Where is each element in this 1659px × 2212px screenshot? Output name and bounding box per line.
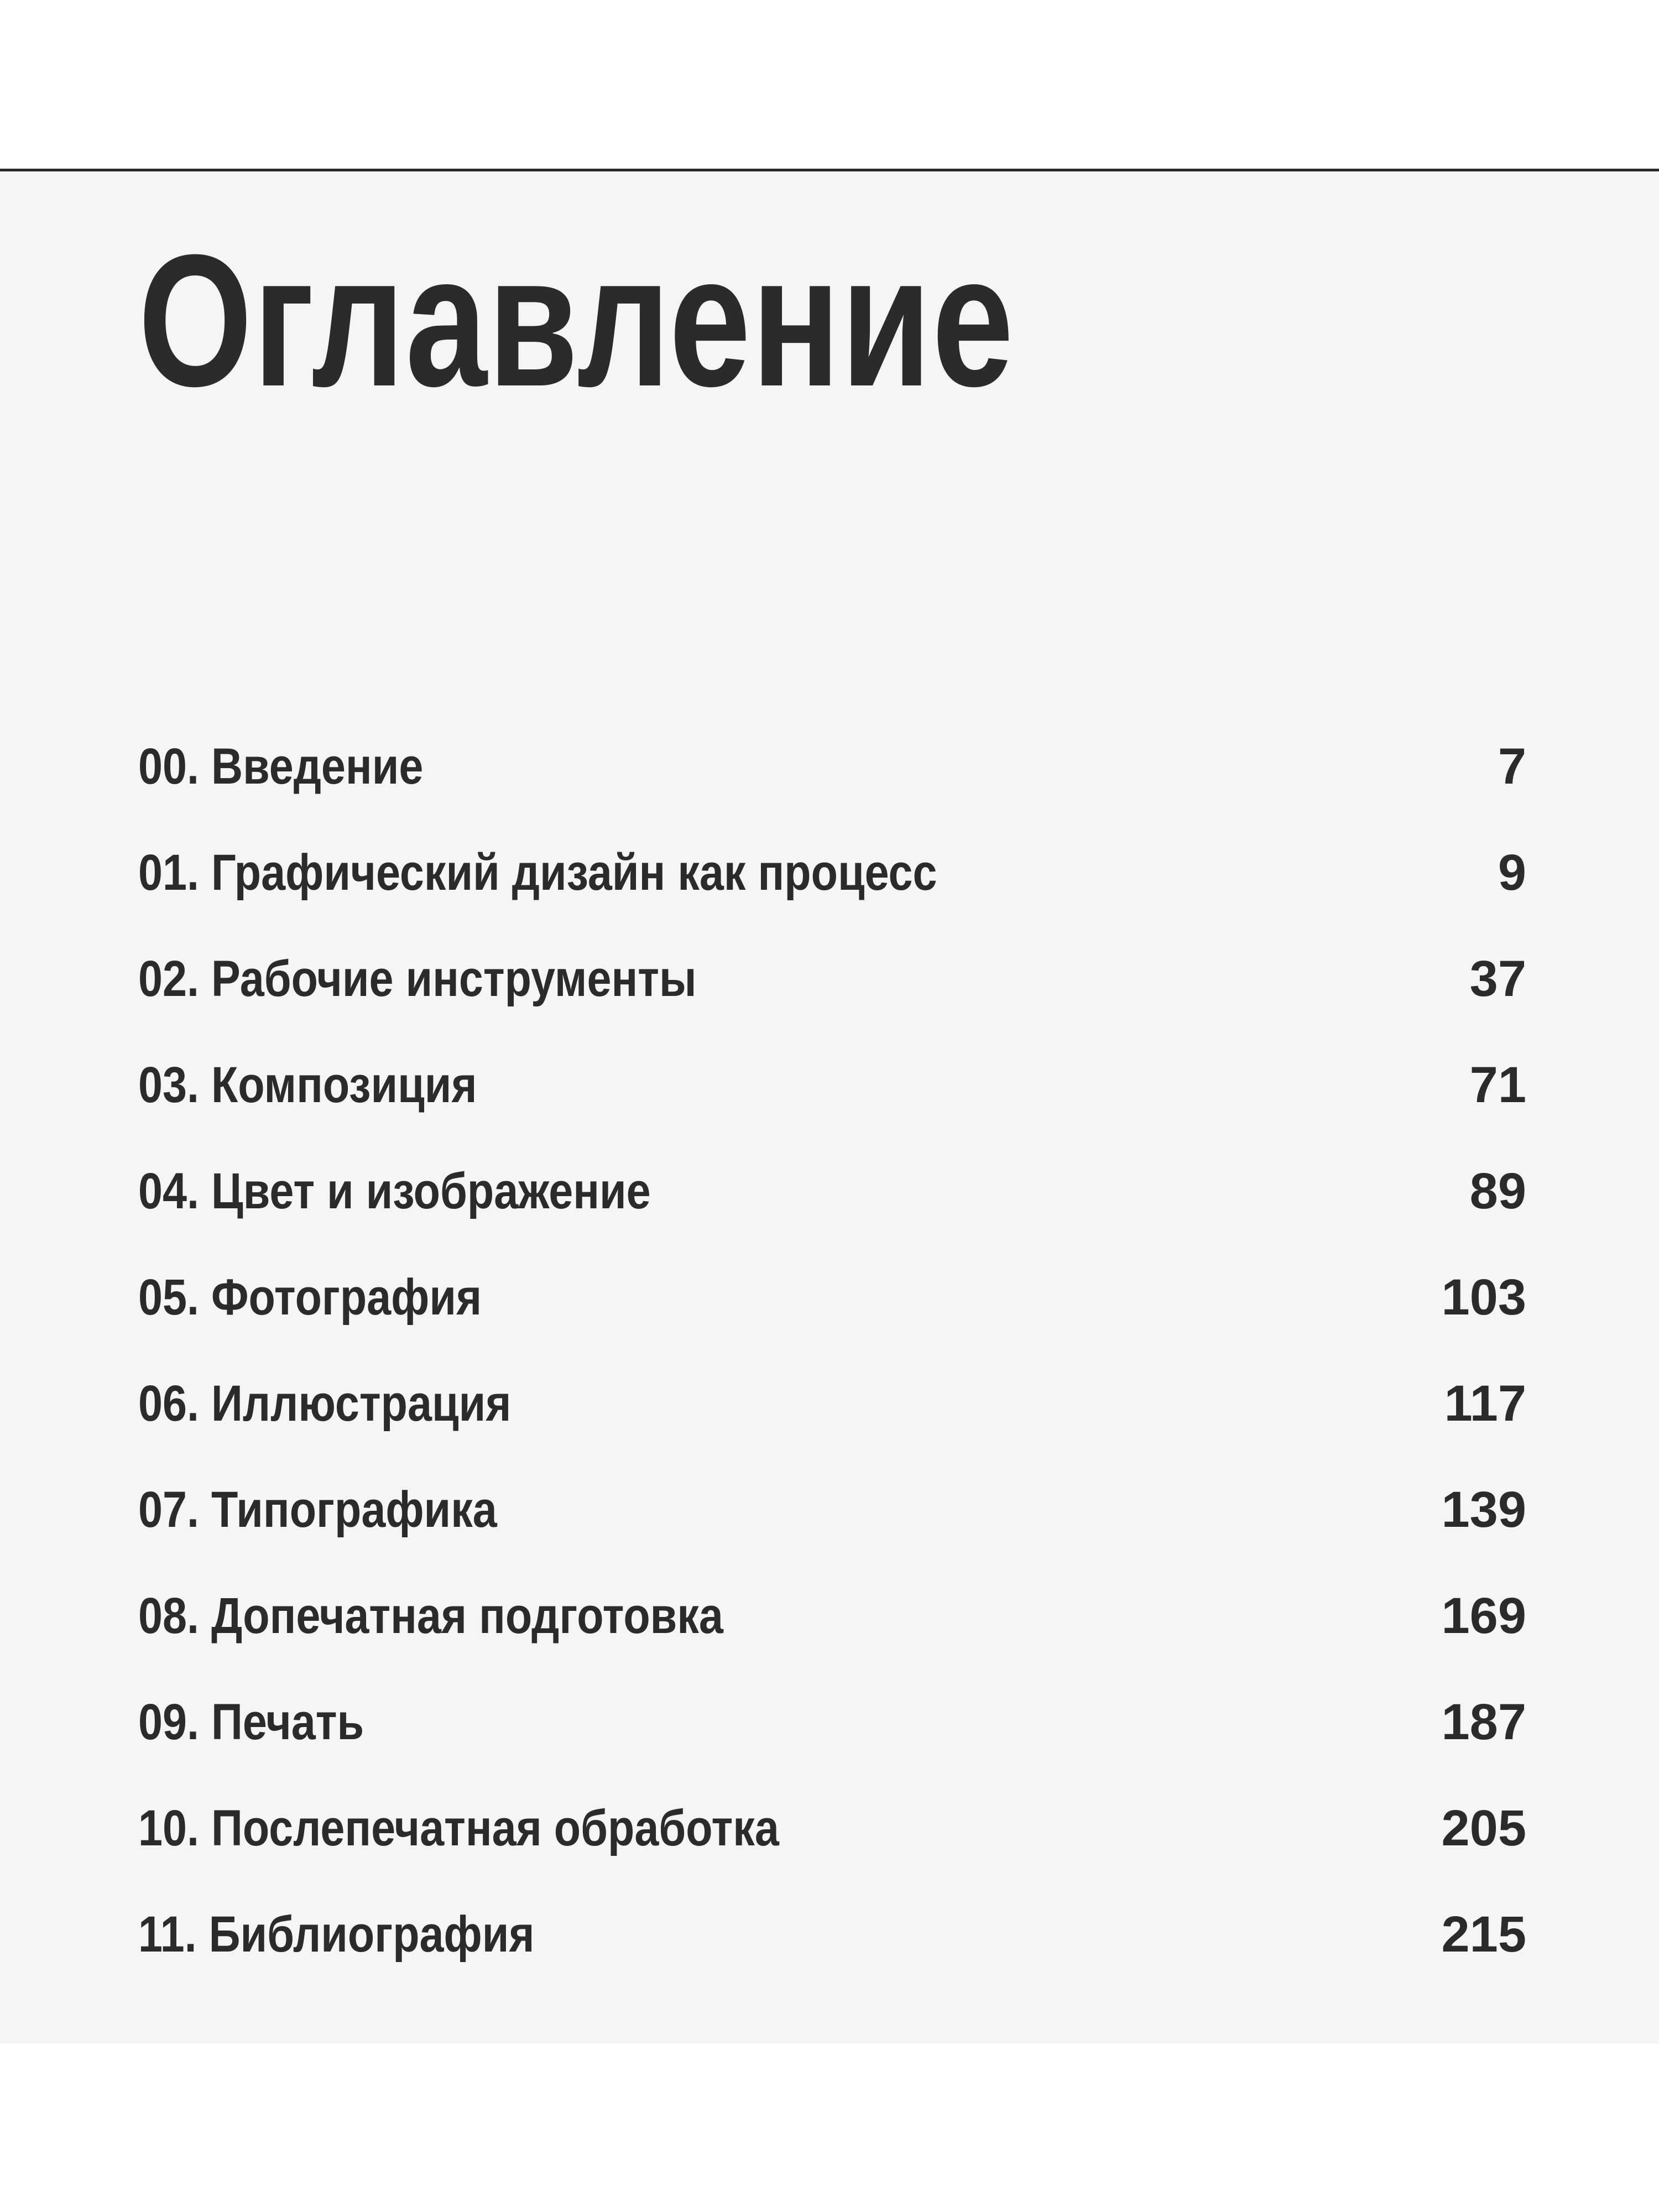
toc-entry [138,926,1526,1032]
toc-entry [138,1350,1526,1457]
toc-entry-page: 89 [1469,1162,1526,1219]
toc-entry-title: 06. Иллюстрация [138,1375,512,1432]
toc-entry [138,1457,1526,1563]
toc-entry-page: 215 [1441,1906,1526,1963]
toc-entry-page: 117 [1444,1375,1526,1432]
toc-entry [138,1669,1526,1775]
toc-entry-title: 04. Цвет и изображение [138,1162,651,1219]
toc-entry-page: 169 [1441,1587,1526,1644]
toc-entry-page: 103 [1441,1269,1526,1326]
toc-entry-title: 01. Графический дизайн как процесс [138,844,937,901]
toc-entry-title: 05. Фотография [138,1269,482,1326]
toc-entry [138,1244,1526,1350]
toc-entry-title: 00. Введение [138,738,424,795]
toc-entry-title: 09. Печать [138,1693,364,1750]
toc-entry [138,713,1526,820]
toc-entry-title: 02. Рабочие инструменты [138,950,697,1007]
toc-entry-page: 37 [1469,950,1526,1007]
toc-entry [138,1563,1526,1669]
toc-entry-page: 71 [1469,1056,1526,1113]
toc-entry-title: 03. Композиция [138,1056,477,1113]
toc-entry-title: 08. Допечатная подготовка [138,1587,723,1644]
toc-entry-page: 205 [1441,1799,1526,1856]
toc-entry [138,1032,1526,1138]
table-of-contents [138,713,1526,1987]
toc-entry-page: 7 [1498,738,1526,795]
toc-entry-title: 11. Библиография [138,1906,535,1963]
toc-entry-page: 187 [1441,1693,1526,1750]
toc-entry-page: 139 [1441,1481,1526,1538]
toc-entry [138,1775,1526,1881]
toc-entry [138,1881,1526,1987]
toc-entry-title: 10. Послепечатная обработка [138,1799,779,1856]
toc-entry-title: 07. Типографика [138,1481,497,1538]
toc-entry [138,1138,1526,1244]
toc-entry-page: 9 [1498,844,1526,901]
toc-entry [138,820,1526,926]
page-title: Оглавление [138,216,1015,426]
